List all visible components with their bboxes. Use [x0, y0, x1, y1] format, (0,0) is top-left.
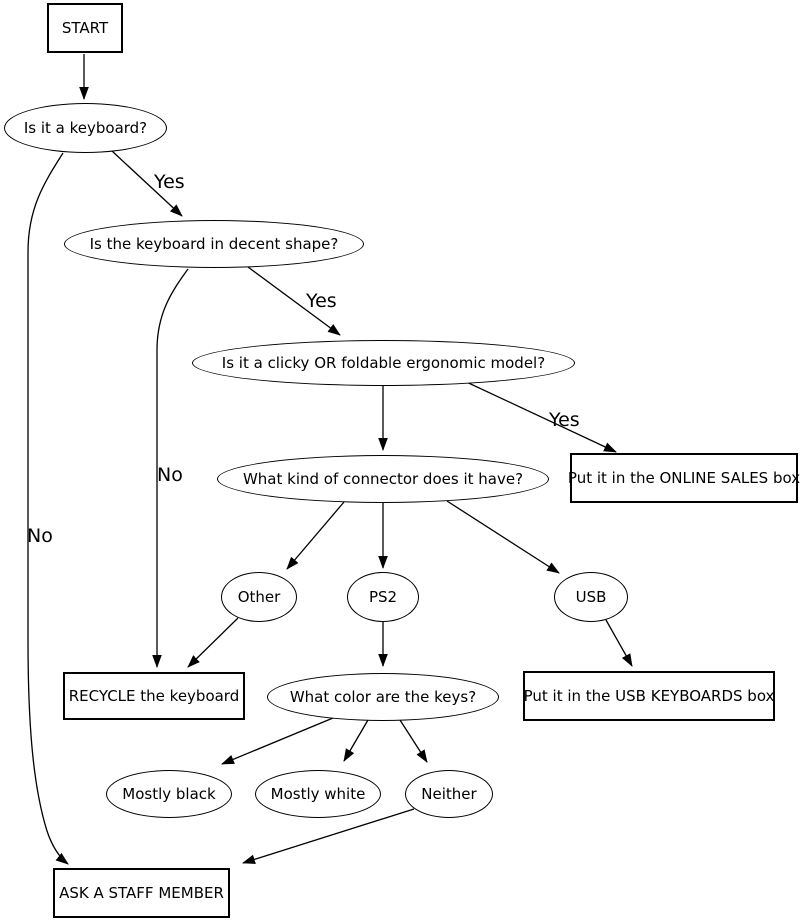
edge-key-color-to-neither: [400, 720, 427, 762]
edge-other-to-recycle: [188, 618, 238, 667]
decision-connector-kind: What kind of connector does it have?: [217, 455, 549, 503]
node-mostly-black: Mostly black: [106, 770, 232, 818]
decision-keyboard-decent-shape: Is the keyboard in decent shape?: [64, 220, 364, 268]
decision-clicky-or-foldable: Is it a clicky OR foldable ergonomic model?: [192, 340, 575, 386]
node-usb-keyboards-box: Put it in the USB KEYBOARDS box: [523, 671, 775, 721]
edge-keyboard-no-to-ask-staff: [28, 153, 68, 864]
node-neither: Neither: [405, 770, 493, 818]
node-start: START: [47, 3, 123, 53]
node-connector-ps2: PS2: [347, 572, 419, 622]
edge-key-color-to-mostly-white: [344, 720, 368, 761]
node-recycle-keyboard: RECYCLE the keyboard: [63, 672, 245, 720]
edge-connector-to-usb: [447, 501, 559, 573]
edge-usb-to-usb-keyboards: [606, 620, 632, 666]
edge-connector-to-other: [287, 502, 344, 569]
node-mostly-white: Mostly white: [255, 770, 381, 818]
node-connector-usb: USB: [554, 572, 628, 622]
edge-label-shape-no: No: [157, 464, 183, 486]
edge-label-keyboard-no: No: [27, 525, 53, 547]
node-connector-other: Other: [221, 572, 297, 622]
edge-label-keyboard-yes: Yes: [154, 171, 185, 193]
node-ask-staff-member: ASK A STAFF MEMBER: [53, 868, 230, 918]
decision-is-it-a-keyboard: Is it a keyboard?: [4, 103, 167, 153]
edge-key-color-to-mostly-black: [222, 718, 333, 764]
edge-label-clicky-yes: Yes: [549, 409, 580, 431]
edge-clicky-yes-to-online-sales: [460, 379, 616, 452]
node-online-sales-box: Put it in the ONLINE SALES box: [570, 453, 798, 503]
edge-label-shape-yes: Yes: [306, 290, 337, 312]
decision-key-color: What color are the keys?: [267, 673, 499, 721]
